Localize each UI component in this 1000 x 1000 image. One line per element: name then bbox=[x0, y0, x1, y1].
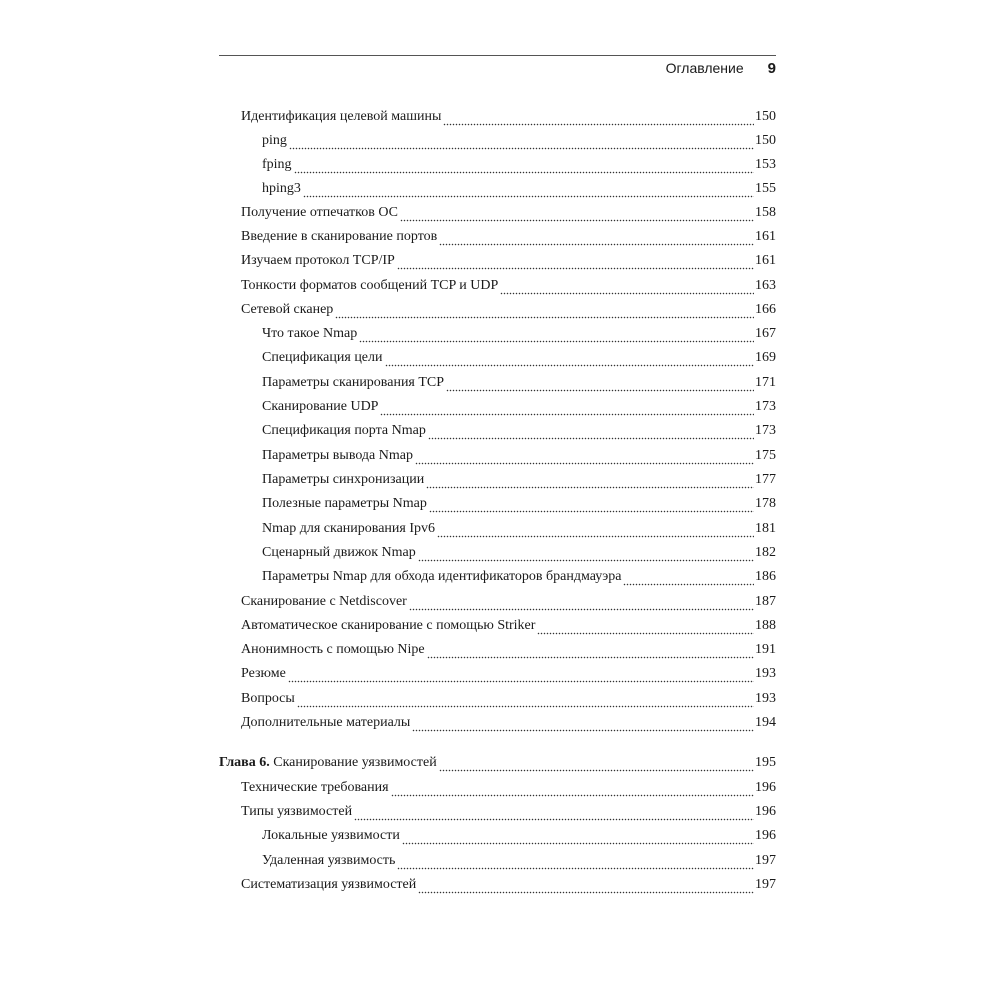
leader-dots bbox=[288, 670, 754, 684]
toc-entry-title: Технические требования bbox=[241, 780, 389, 795]
toc-entry-page: 197 bbox=[755, 853, 776, 868]
toc-entry-page: 186 bbox=[755, 569, 776, 584]
toc-entry-page: 191 bbox=[755, 642, 776, 657]
toc-chapter-entry[interactable] bbox=[219, 749, 776, 773]
toc-entry[interactable] bbox=[241, 612, 776, 636]
toc-entry-title: Локальные уязвимости bbox=[262, 828, 400, 843]
toc-entry-page: 181 bbox=[755, 521, 776, 536]
toc-entry-title: Резюме bbox=[241, 666, 286, 681]
toc-entry-title: Получение отпечатков ОС bbox=[241, 205, 398, 220]
leader-dots bbox=[380, 403, 754, 417]
toc-entry-title: Параметры Nmap для обхода идентификаторов брандмауэра bbox=[262, 569, 622, 584]
leader-dots bbox=[397, 857, 754, 871]
toc-entry[interactable] bbox=[262, 151, 776, 175]
toc-entry-title: ping bbox=[262, 133, 287, 148]
toc-entry-page: 173 bbox=[755, 399, 776, 414]
leader-dots bbox=[428, 427, 754, 441]
leader-dots bbox=[409, 598, 754, 612]
toc-entry-page: 150 bbox=[755, 133, 776, 148]
toc-entry-page: 187 bbox=[755, 594, 776, 609]
leader-dots bbox=[402, 832, 754, 846]
toc-entry[interactable] bbox=[262, 847, 776, 871]
toc-entry-page: 194 bbox=[755, 715, 776, 730]
toc-entry-title: Удаленная уязвимость bbox=[262, 853, 396, 868]
toc-entry[interactable] bbox=[262, 127, 776, 151]
toc-entry-page: 196 bbox=[755, 804, 776, 819]
toc-entry-title: Nmap для сканирования Ipv6 bbox=[262, 521, 435, 536]
toc-entry[interactable] bbox=[241, 199, 776, 223]
toc-entry[interactable] bbox=[241, 798, 776, 822]
toc-entry[interactable] bbox=[262, 539, 776, 563]
leader-dots bbox=[439, 233, 754, 247]
toc-entry-title: Тонкости форматов сообщений TCP и UDP bbox=[241, 278, 499, 293]
leader-dots bbox=[439, 759, 754, 773]
toc-entry-title: Параметры вывода Nmap bbox=[262, 448, 413, 463]
toc-entry-title: fping bbox=[262, 157, 292, 172]
toc-entry[interactable] bbox=[241, 685, 776, 709]
toc-entry[interactable] bbox=[241, 588, 776, 612]
chapter-label: Глава 6. bbox=[219, 755, 270, 770]
toc-entry-title: hping3 bbox=[262, 181, 301, 196]
toc-entry-title: Полезные параметры Nmap bbox=[262, 496, 427, 511]
toc-entry[interactable] bbox=[241, 774, 776, 798]
toc-entry[interactable] bbox=[262, 369, 776, 393]
toc-entry-title: Автоматическое сканирование с помощью Striker bbox=[241, 618, 536, 633]
leader-dots bbox=[429, 500, 754, 514]
toc-entry-title: Введение в сканирование портов bbox=[241, 229, 438, 244]
leader-dots bbox=[294, 161, 754, 175]
leader-dots bbox=[426, 476, 754, 490]
leader-dots bbox=[397, 257, 754, 271]
toc-entry-title: Параметры сканирования TCP bbox=[262, 375, 445, 390]
toc-entry[interactable] bbox=[262, 466, 776, 490]
toc-entry-page: 196 bbox=[755, 828, 776, 843]
leader-dots bbox=[359, 330, 754, 344]
toc-entry-page: 178 bbox=[755, 496, 776, 511]
toc-entry[interactable] bbox=[241, 272, 776, 296]
leader-dots bbox=[289, 137, 754, 151]
toc-entry-page: 197 bbox=[755, 877, 776, 892]
toc-entry[interactable] bbox=[262, 442, 776, 466]
toc-entry-page: 167 bbox=[755, 326, 776, 341]
toc-entry-page: 196 bbox=[755, 780, 776, 795]
toc-entry-page: 163 bbox=[755, 278, 776, 293]
leader-dots bbox=[415, 452, 754, 466]
toc-entry[interactable] bbox=[241, 636, 776, 660]
leader-dots bbox=[400, 209, 754, 223]
toc-entry[interactable] bbox=[241, 296, 776, 320]
leader-dots bbox=[297, 695, 754, 709]
toc-entry-title: Дополнительные материалы bbox=[241, 715, 411, 730]
toc-entry-page: 195 bbox=[755, 755, 776, 770]
toc-entry-page: 155 bbox=[755, 181, 776, 196]
toc-entry-title: Параметры синхронизации bbox=[262, 472, 425, 487]
leader-dots bbox=[418, 549, 754, 563]
leader-dots bbox=[623, 573, 754, 587]
toc-entry-title: Сканирование UDP bbox=[262, 399, 379, 414]
toc-entry-page: 182 bbox=[755, 545, 776, 560]
toc-entry[interactable] bbox=[241, 223, 776, 247]
toc-entry-page: 150 bbox=[755, 109, 776, 124]
running-head bbox=[666, 60, 776, 77]
running-head-title: Оглавление bbox=[665, 60, 744, 76]
leader-dots bbox=[500, 282, 754, 296]
toc-entry[interactable] bbox=[262, 344, 776, 368]
toc-entry-page: 188 bbox=[755, 618, 776, 633]
toc-entry-page: 161 bbox=[755, 253, 776, 268]
toc-entry-page: 175 bbox=[755, 448, 776, 463]
chapter-name: Сканирование уязвимостей bbox=[273, 755, 437, 770]
toc-entry-page: 193 bbox=[755, 691, 776, 706]
leader-dots bbox=[437, 525, 754, 539]
toc-entry-page: 161 bbox=[755, 229, 776, 244]
toc-entry[interactable] bbox=[241, 660, 776, 684]
toc-chapter-title bbox=[219, 753, 438, 773]
leader-dots bbox=[427, 646, 754, 660]
leader-dots bbox=[391, 784, 754, 798]
header-rule bbox=[219, 55, 776, 56]
toc-entry[interactable] bbox=[262, 393, 776, 417]
toc-entry-page: 169 bbox=[755, 350, 776, 365]
leader-dots bbox=[385, 354, 754, 368]
toc-entry-title: Систематизация уязвимостей bbox=[241, 877, 417, 892]
leader-dots bbox=[335, 306, 754, 320]
toc-entry-title: Изучаем протокол TCP/IP bbox=[241, 253, 395, 268]
leader-dots bbox=[443, 113, 754, 127]
toc-entry-title: Спецификация порта Nmap bbox=[262, 423, 426, 438]
toc-entry-page: 171 bbox=[755, 375, 776, 390]
toc-entry-title: Сценарный движок Nmap bbox=[262, 545, 416, 560]
leader-dots bbox=[412, 719, 754, 733]
toc-entry-title: Анонимность с помощью Nipe bbox=[241, 642, 425, 657]
toc-entry[interactable] bbox=[241, 871, 776, 895]
toc-entry-title: Вопросы bbox=[241, 691, 295, 706]
toc-entry[interactable] bbox=[262, 320, 776, 344]
leader-dots bbox=[354, 808, 754, 822]
toc-entry-title: Сканирование с Netdiscover bbox=[241, 594, 407, 609]
toc-entry-page: 166 bbox=[755, 302, 776, 317]
toc-entry-page: 177 bbox=[755, 472, 776, 487]
toc-entry[interactable] bbox=[241, 709, 776, 733]
toc-entry-title: Спецификация цели bbox=[262, 350, 383, 365]
toc-entry[interactable] bbox=[262, 563, 776, 587]
toc-entry[interactable] bbox=[262, 417, 776, 441]
leader-dots bbox=[418, 881, 754, 895]
leader-dots bbox=[446, 379, 754, 393]
toc-entry[interactable] bbox=[241, 247, 776, 271]
toc-entry-title: Сетевой сканер bbox=[241, 302, 334, 317]
toc-entry-title: Идентификация целевой машины bbox=[241, 109, 442, 124]
toc-entry-page: 193 bbox=[755, 666, 776, 681]
toc-entry[interactable] bbox=[262, 822, 776, 846]
toc-entry[interactable] bbox=[262, 490, 776, 514]
toc-entry-title: Что такое Nmap bbox=[262, 326, 358, 341]
leader-dots bbox=[537, 622, 754, 636]
page-number: 9 bbox=[767, 60, 776, 77]
toc-entry[interactable] bbox=[241, 103, 776, 127]
toc-entry[interactable] bbox=[262, 175, 776, 199]
toc-entry-title: Типы уязвимостей bbox=[241, 804, 353, 819]
toc-entry-page: 158 bbox=[755, 205, 776, 220]
leader-dots bbox=[303, 185, 754, 199]
toc-entry-page: 153 bbox=[755, 157, 776, 172]
toc-entry[interactable] bbox=[262, 515, 776, 539]
toc-entry-page: 173 bbox=[755, 423, 776, 438]
